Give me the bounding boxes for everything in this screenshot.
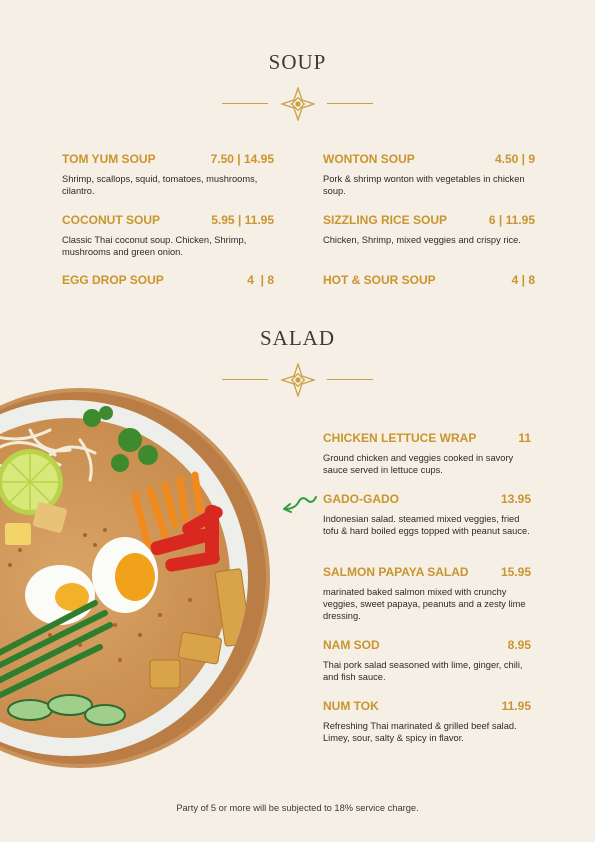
item-name: HOT & SOUR SOUP: [323, 273, 436, 287]
soup-section-title: SOUP: [268, 50, 327, 74]
menu-item-sizzling-rice-soup: [323, 213, 549, 246]
item-price: 4 | 8: [247, 273, 274, 287]
menu-item-egg-drop-soup: [62, 273, 274, 287]
divider-line-left: [222, 379, 268, 380]
gado-gado-bowl-photo: [0, 385, 290, 771]
item-name: CHICKEN LETTUCE WRAP: [323, 431, 477, 445]
item-name: SALMON PAPAYA SALAD: [323, 565, 469, 579]
item-name: GADO-GADO: [323, 492, 399, 506]
salad-section-title: SALAD: [259, 326, 335, 350]
item-description: Shrimp, scallops, squid, tomatoes, mushrooms, cilantro.: [62, 174, 258, 196]
squiggle-arrow-icon: [282, 493, 318, 515]
menu-item-num-tok: [323, 699, 531, 744]
item-name: SIZZLING RICE SOUP: [323, 213, 448, 227]
item-price: 15.95: [500, 565, 531, 579]
menu-item-wonton-soup: [323, 152, 535, 197]
item-price: 6 | 11.95: [488, 213, 535, 227]
item-name: TOM YUM SOUP: [62, 152, 156, 166]
item-price: 11: [518, 431, 531, 445]
service-charge-note: Party of 5 or more will be subjected to 18% service charge.: [176, 803, 419, 813]
item-name: NAM SOD: [323, 638, 380, 652]
item-name: COCONUT SOUP: [62, 213, 161, 227]
menu-item-nam-sod: [323, 638, 531, 683]
item-description: Pork & shrimp wonton with vegetables in chicken soup.: [323, 174, 525, 196]
item-price: 11.95: [501, 699, 531, 713]
item-description: Ground chicken and veggies cooked in savory sauce served in lettuce cups.: [323, 453, 514, 475]
divider-line-right: [327, 103, 373, 104]
divider-line-right: [327, 379, 373, 380]
menu-item-salmon-papaya-salad: [323, 565, 531, 622]
item-name: WONTON SOUP: [323, 152, 415, 166]
diamond-ornament-icon: [281, 87, 315, 121]
item-description: Refreshing Thai marinated & grilled beef salad. Limey, sour, salty & spicy in flavor.: [323, 721, 517, 743]
menu-item-tom-yum-soup: [62, 152, 274, 197]
item-price: 13.95: [500, 492, 531, 506]
item-price: 4.50 | 9: [494, 152, 535, 166]
item-price: 4 | 8: [511, 273, 535, 287]
item-description: Chicken, Shrimp, mixed veggies and crispy rice.: [323, 235, 521, 245]
menu-item-coconut-soup: [62, 213, 274, 258]
item-price: 8.95: [507, 638, 531, 652]
menu-item-gado-gado: [323, 492, 531, 537]
soup-divider: [222, 87, 373, 121]
menu-item-chicken-lettuce-wrap: [323, 431, 531, 476]
item-price: 7.50 | 14.95: [210, 152, 274, 166]
item-description: Classic Thai coconut soup. Chicken, Shrimp, mushrooms and green onion.: [62, 235, 247, 257]
item-name: NUM TOK: [323, 699, 379, 713]
item-description: marinated baked salmon mixed with crunchy veggies, sweet papaya, peanuts and a zesty lime dressing.: [323, 587, 526, 621]
divider-line-left: [222, 103, 268, 104]
item-description: Thai pork salad seasoned with lime, ginger, chili, and fish sauce.: [323, 660, 523, 682]
item-name: EGG DROP SOUP: [62, 273, 164, 287]
menu-item-hot-sour-soup: [323, 273, 535, 287]
item-description: Indonesian salad. steamed mixed veggies, fried tofu & hard boiled eggs topped with peanut sauce.: [323, 514, 530, 536]
item-price: 5.95 | 11.95: [211, 213, 274, 227]
